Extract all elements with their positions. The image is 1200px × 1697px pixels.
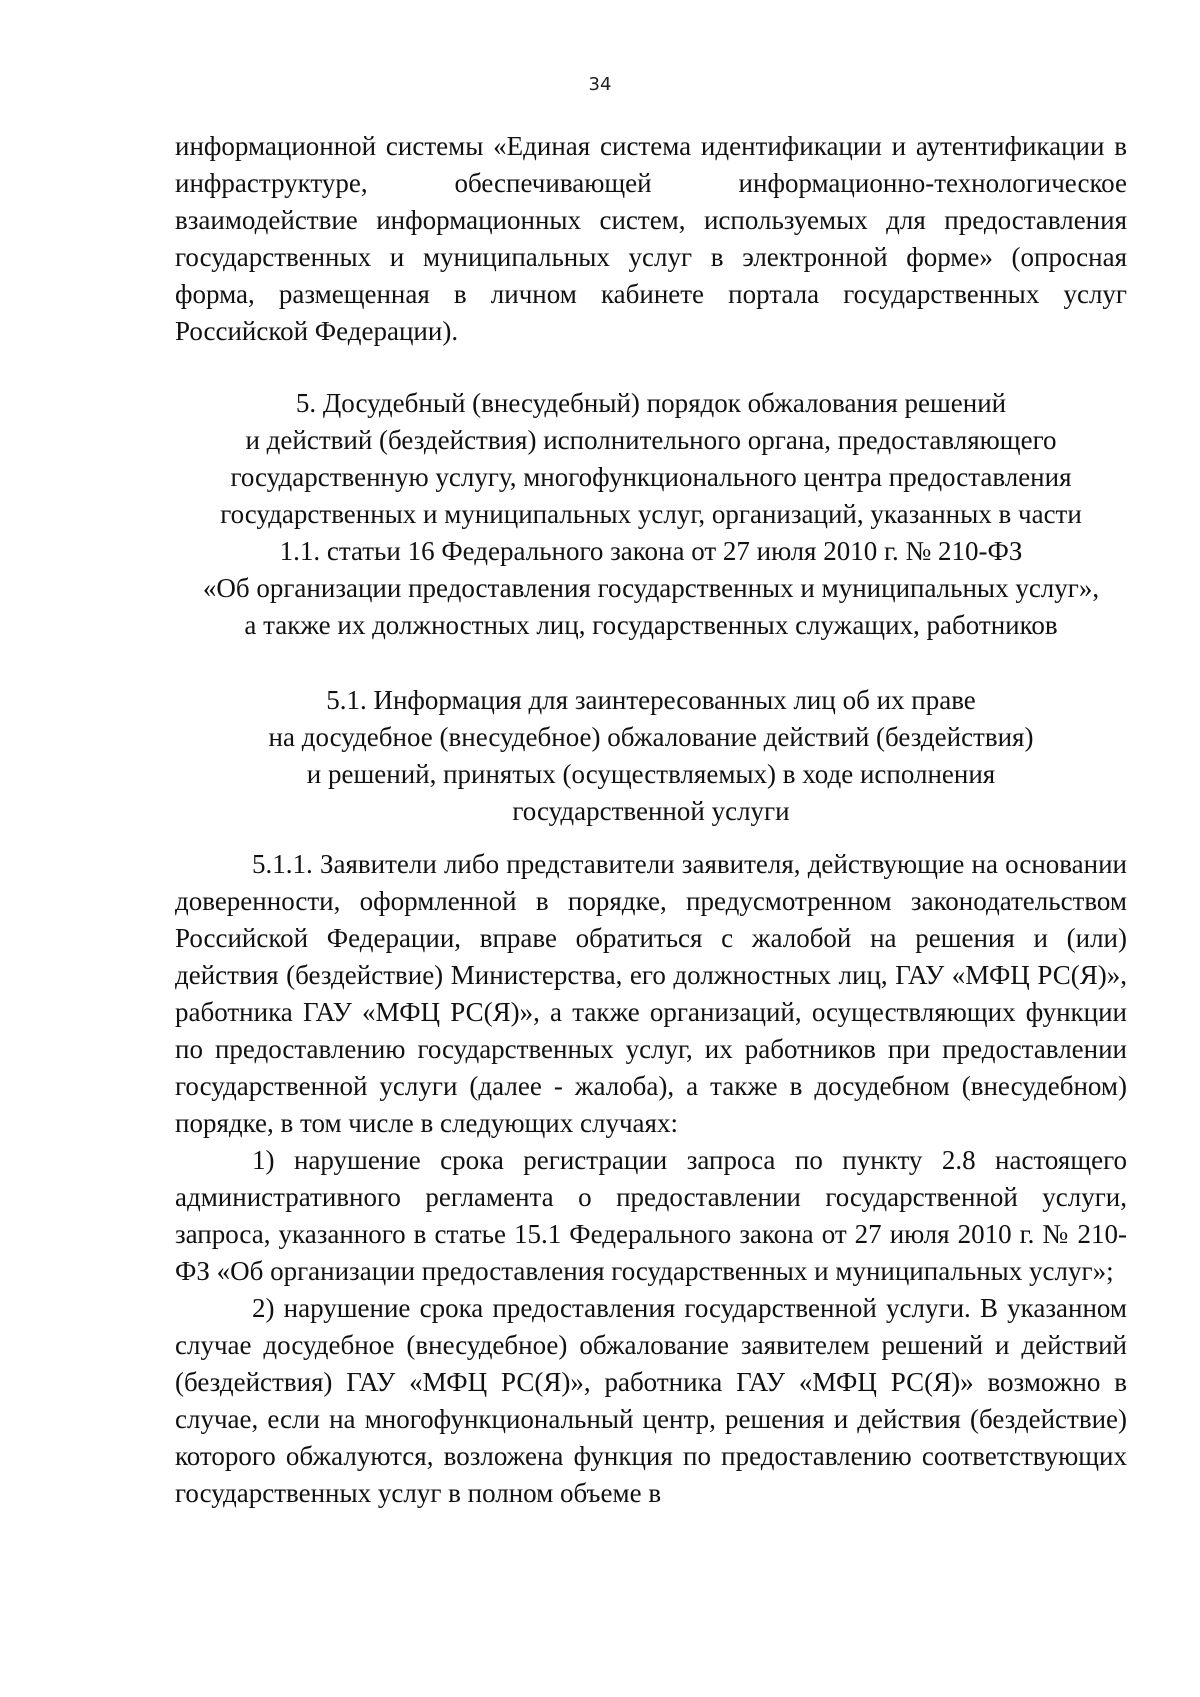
section-5-heading-line: а также их должностных лиц, государственных служащих, работников — [244, 610, 1058, 640]
section-5-heading-line: 5. Досудебный (внесудебный) порядок обжалования решений — [295, 388, 1007, 418]
page-content — [175, 128, 1127, 1512]
section-5-1-heading-line: 5.1. Информация для заинтересованных лиц об их праве — [326, 685, 976, 715]
intro-paragraph: информационной системы «Единая система идентификации и аутентификации в инфраструктуре, обеспечивающей информационно-технологическое взаимодействие информационных систем, используемых для предоставления государственных и муниципальных услуг в электронной форме» (опросная форма, размещенная в личном кабинете портала государственных услуг Российской Федерации). — [175, 131, 1127, 346]
section-5-heading-line: «Об организации предоставления государственных и муниципальных услуг», — [202, 573, 1100, 603]
section-5-heading-line: государственных и муниципальных услуг, организаций, указанных в части — [220, 499, 1082, 529]
section-5-heading-line: 1.1. статьи 16 Федерального закона от 27 июля 2010 г. № 210-ФЗ — [279, 536, 1023, 566]
section-5-heading — [175, 385, 1127, 644]
list-item-1: 1) нарушение срока регистрации запроса по пункту 2.8 настоящего административного регламента о предоставлении государственной услуги, запроса, указанного в статье 15.1 Федерального закона от 27 июля 2010 г. № 210-ФЗ «Об организации предоставления государственных и муниципальных услуг»; — [175, 1145, 1127, 1286]
page-number: 34 — [588, 74, 612, 95]
paragraph-5-1-1: 5.1.1. Заявители либо представители заявителя, действующие на основании доверенности, оформленной в порядке, предусмотренном законодательством Российской Федерации, вправе обратиться с жалобой на решения и (или) действия (бездействие) Министерства, его должностных лиц, ГАУ «МФЦ РС(Я)», работника ГАУ «МФЦ РС(Я)», а также организаций, осуществляющих функции по предоставлению государственных услуг, их работников при предоставлении государственной услуги (далее - жалоба), а также в досудебном (внесудебном) порядке, в том числе в следующих случаях: — [175, 849, 1127, 1138]
section-5-heading-line: и действий (бездействия) исполнительного органа, предоставляющего — [245, 425, 1057, 455]
section-5-1-heading-line: на досудебное (внесудебное) обжалование действий (бездействия) — [268, 722, 1034, 752]
section-5-1-heading — [175, 682, 1127, 830]
spacer — [175, 350, 1127, 385]
spacer — [175, 830, 1127, 846]
section-5-1-heading-line: государственной услуги — [512, 796, 790, 826]
section-5-1-heading-line: и решений, принятых (осуществляемых) в ходе исполнения — [306, 759, 996, 789]
list-item-2: 2) нарушение срока предоставления государственной услуги. В указанном случае досудебное (внесудебное) обжалование заявителем решений и действий (бездействия) ГАУ «МФЦ РС(Я)», работника ГАУ «МФЦ РС(Я)» возможно в случае, если на многофункциональный центр, решения и действия (бездействие) которого обжалуются, возложена функция по предоставлению соответствующих государственных услуг в полном объеме в — [175, 1293, 1127, 1508]
spacer — [175, 644, 1127, 682]
section-5-heading-line: государственную услугу, многофункционального центра предоставления — [230, 462, 1072, 492]
